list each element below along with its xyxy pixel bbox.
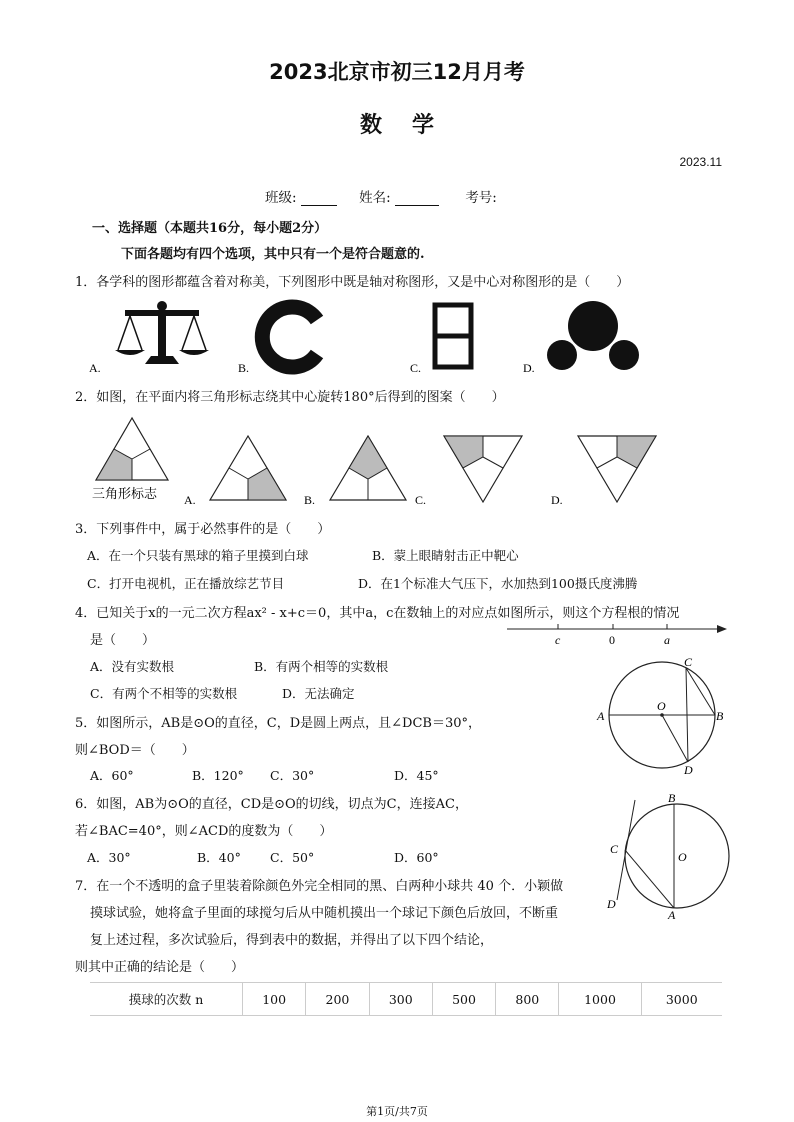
q6-option-c: C．50° [270,850,315,865]
q1-label-a: A. [89,361,101,375]
q6-label-o: O [678,850,687,864]
q2-stem: 2．如图，在平面内将三角形标志绕其中心旋转180°后得到的图案（ ） [75,390,505,405]
q2-label-d: D. [551,493,563,507]
q2-label-a: A. [184,493,196,507]
q2-figures [88,412,668,508]
q5-label-c: C [684,655,693,669]
option-b-triangle-icon [330,436,406,500]
q7-line1: 7．在一个不透明的盒子里装着除颜色外完全相同的黑、白两种小球共 40 个．小颖做 [75,879,564,894]
section-heading: 一、选择题（本题共16分，每小题2分） [92,221,328,236]
axis-label-c: c [555,633,561,647]
q5-label-b: B [716,709,724,723]
table-header-cell: 3000 [641,983,722,1016]
subject-title: 数学 [359,112,464,138]
q3-option-d: D．在1个标准大气压下，水加热到100摄氏度沸腾 [358,576,638,591]
q4-stem-line1: 4．已知关于x的一元二次方程ax² - x+c＝0，其中a，c在数轴上的对应点如图所示，则这个方程根的情况 [75,606,680,621]
option-a-triangle-icon [210,436,286,500]
table-header-cell: 100 [243,983,306,1016]
q7-line3: 复上述过程，多次试验后，得到表中的数据，并得出了以下四个结论， [90,933,494,948]
student-info-line [265,186,497,206]
q6-stem-line1: 6．如图，AB为⊙O的直径，CD是⊙O的切线，切点为C，连接AC， [75,797,468,812]
q4-option-a: A．没有实数根 [90,659,175,674]
q2-label-c: C. [415,493,427,507]
q6-label-b: B [668,791,676,805]
q5-option-b: B．120° [192,768,244,783]
balance-scale-icon [115,301,209,364]
q3-stem: 3．下列事件中，属于必然事件的是（ ） [75,522,331,537]
page-footer: 第1页/共7页 [366,1105,428,1118]
axis-label-a: a [664,633,670,647]
table-header-cell: 500 [432,983,495,1016]
q6-label-a: A [668,908,676,920]
q1-label-d: D. [523,361,535,375]
axis-label-zero: 0 [609,633,615,647]
q5-label-a: A [597,709,605,723]
q4-option-d: D．无法确定 [282,686,355,701]
q1-label-b: B. [238,361,250,375]
q6-circle-figure [604,788,736,920]
class-label: 班级: [265,190,297,206]
q1-figures [85,298,685,380]
ri-character-icon [435,305,471,367]
table-header-cell: 1000 [559,983,641,1016]
triangle-logo-icon [96,418,168,480]
q4-stem-line2: 是（ ） [90,633,156,648]
q5-circle-figure [594,654,729,776]
q6-option-b: B．40° [197,850,241,865]
q5-stem-line1: 5．如图所示，AB是⊙O的直径，C，D是圆上两点，且∠DCB＝30°， [75,716,481,731]
section-instruction: 下面各题均有四个选项，其中只有一个是符合题意的. [121,247,425,262]
q7-line4: 则其中正确的结论是（ ） [75,960,245,975]
q6-stem-line2: 若∠BAC=40°，则∠ACD的度数为（ ） [75,824,333,839]
class-blank[interactable] [301,193,337,206]
table-header-cell: 200 [306,983,369,1016]
three-circles-icon [547,301,639,370]
q5-option-c: C．30° [270,768,315,783]
q5-option-a: A．60° [90,768,134,783]
q6-label-c: C [610,842,619,856]
q3-option-c: C．打开电视机，正在播放综艺节目 [87,576,285,591]
q5-label-o: O [657,699,666,713]
q4-option-b: B．有两个相等的实数根 [254,659,389,674]
q6-option-a: A．30° [87,850,131,865]
letter-c-icon [262,307,317,367]
q1-stem: 1．各学科的图形都蕴含着对称美，下列图形中既是轴对称图形，又是中心对称图形的是（ ） [75,275,630,290]
exam-date: 2023.11 [679,155,722,169]
name-blank[interactable] [395,193,439,206]
q3-option-b: B．蒙上眼睛射击正中靶心 [372,548,519,563]
q5-stem-line2: 则∠BOD＝（ ） [75,743,195,758]
option-d-triangle-icon [578,436,656,502]
table-row [90,983,722,1016]
q7-line2: 摸球试验，她将盒子里面的球搅匀后从中随机摸出一个球记下颜色后放回，不断重 [90,906,559,921]
exam-no-label: 考号: [465,190,497,206]
table-header-cell: 800 [496,983,559,1016]
q2-label-b: B. [304,493,316,507]
option-c-triangle-icon [444,436,522,502]
q7-data-table [90,982,722,1016]
q1-label-c: C. [410,361,422,375]
exam-title: 2023北京市初三12月月考 [269,60,525,84]
q4-option-c: C．有两个不相等的实数根 [90,686,238,701]
q2-caption: 三角形标志 [92,486,158,501]
table-header-cell: 300 [369,983,432,1016]
q6-option-d: D．60° [394,850,439,865]
q5-label-d: D [684,763,693,776]
q3-option-a: A．在一个只装有黑球的箱子里摸到白球 [87,548,309,563]
table-header-cell: 摸球的次数 n [90,983,243,1016]
name-label: 姓名: [359,190,391,206]
q6-label-d: D [607,897,616,911]
q5-option-d: D．45° [394,768,439,783]
q4-number-line [505,620,730,650]
